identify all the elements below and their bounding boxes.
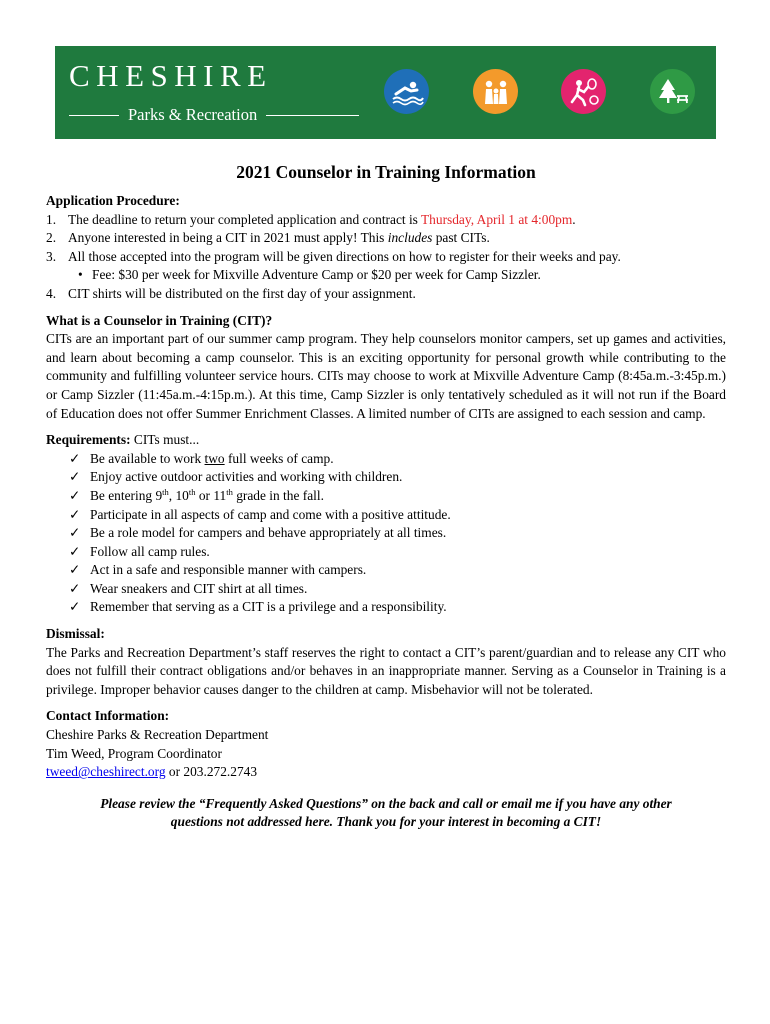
closing-note (46, 795, 726, 832)
page-title: 2021 Counselor in Training Information (236, 162, 536, 182)
closing-line-1: Please review the “Frequently Asked Questions” on the back and call or email me if you have any other (100, 795, 672, 811)
contact-person: Tim Weed, Program Coordinator (46, 745, 222, 761)
list-item (46, 561, 726, 580)
list-item (46, 468, 726, 487)
requirements-heading: Requirements: (46, 432, 131, 448)
item-text: Be a role model for campers and behave appropriately at all times. (90, 525, 447, 541)
subtitle-rule-right (266, 115, 359, 116)
list-item (46, 211, 726, 230)
item-text-before: Anyone interested in being a CIT in 2021 must apply! This (68, 230, 388, 246)
checkmark-icon: ✓ (69, 469, 81, 485)
checkmark-icon: ✓ (69, 562, 81, 578)
sports-icon (561, 69, 606, 114)
ordinal-suffix: th (188, 486, 196, 497)
ordinal-suffix: th (226, 486, 233, 497)
list-item (46, 524, 726, 543)
dismissal-heading: Dismissal: (46, 626, 105, 642)
contact-heading: Contact Information: (46, 708, 170, 724)
item-text (68, 229, 490, 248)
item-text-before: Be available to work (90, 450, 205, 466)
item-text (90, 487, 324, 506)
family-icon (473, 69, 518, 114)
checkmark-icon: ✓ (69, 599, 81, 615)
grade-text-a: Be entering 9 (90, 487, 163, 503)
grade-text-b: , 10 (168, 487, 189, 503)
email-link[interactable]: tweed@cheshirect.org (46, 764, 166, 780)
item-text: All those accepted into the program will be given directions on how to register for their weeks and pay. (68, 248, 621, 264)
item-number: 3. (46, 248, 57, 264)
item-text (90, 450, 334, 469)
list-item (46, 285, 726, 304)
fee-text: Fee: $30 per week for Mixville Adventure Camp or $20 per week for Camp Sizzler. (92, 267, 541, 283)
list-item (46, 248, 726, 267)
contact-phone: or 203.272.2743 (165, 764, 258, 780)
item-text-before: The deadline to return your completed application and contract is (68, 211, 421, 227)
swimmer-icon (384, 69, 429, 114)
deadline-highlight: Thursday, April 1 at 4:00pm (421, 211, 573, 227)
item-text: Follow all camp rules. (90, 543, 210, 559)
bullet-dot: • (78, 267, 83, 283)
document-body (46, 160, 726, 832)
closing-line-2: questions not addressed here. Thank you for your interest in becoming a CIT! (170, 814, 602, 830)
item-text (68, 211, 576, 230)
list-item (46, 229, 726, 248)
underlined-two: two (204, 450, 225, 466)
list-item (46, 598, 726, 617)
checkmark-icon: ✓ (69, 543, 81, 559)
item-text-after: past CITs. (432, 230, 490, 246)
banner-title: CHESHIRE (69, 58, 273, 93)
application-list (46, 211, 726, 304)
dismissal-body: The Parks and Recreation Department’s staff reserves the right to contact a CIT’s parent/guardian and to release any CIT who does not fulfill their contract obligations and/or behaves in an inappropriate manner. Serving as a Counselor in Training is a privilege. Improper behavior causes danger to the children at camp. Misbehavior will not be tolerated. (46, 644, 726, 697)
fee-bullet-item (46, 266, 726, 285)
list-item (46, 506, 726, 525)
item-number: 2. (46, 230, 57, 246)
grade-text-d: grade in the fall. (232, 487, 324, 503)
banner-subtitle (69, 104, 359, 126)
what-is-cit-heading: What is a Counselor in Training (CIT)? (46, 312, 273, 328)
item-text-after: . (572, 211, 576, 227)
banner-subtitle-text: Parks & Recreation (128, 105, 258, 124)
checkmark-icon: ✓ (69, 525, 81, 541)
list-item (46, 543, 726, 562)
header-banner (55, 46, 716, 139)
checkmark-icon: ✓ (69, 487, 81, 503)
item-text: Wear sneakers and CIT shirt at all times. (90, 580, 308, 596)
requirements-intro: CITs must... (130, 432, 200, 448)
includes-emphasis: includes (387, 230, 433, 246)
checkmark-icon: ✓ (69, 580, 81, 596)
grade-text-c: or 11 (195, 487, 227, 503)
checkmark-icon: ✓ (69, 506, 81, 522)
item-number: 1. (46, 211, 57, 227)
item-text-after: full weeks of camp. (224, 450, 334, 466)
list-item (46, 487, 726, 506)
tree-icon (650, 69, 695, 114)
ordinal-suffix: th (162, 486, 169, 497)
list-item (46, 450, 726, 469)
application-heading: Application Procedure: (46, 193, 180, 208)
subtitle-rule-left (69, 115, 119, 116)
list-item (46, 580, 726, 599)
item-text: CIT shirts will be distributed on the first day of your assignment. (68, 285, 416, 301)
requirements-heading-line (46, 431, 726, 450)
item-text: Enjoy active outdoor activities and working with children. (90, 469, 403, 485)
requirements-list (46, 450, 726, 617)
item-text: Remember that serving as a CIT is a privilege and a responsibility. (90, 599, 447, 615)
what-is-cit-body: CITs are an important part of our summer camp program. They help counselors monitor campers, set up games and activities, and learn about becoming a camp counselor. This is an exciting opportunity for personal growth while contributing to the community and fulfilling volunteer service hours. CITs may choose to work at Mixville Adventure Camp (8:45a.m.-3:45p.m.) or Camp Sizzler (11:45a.m.-4:15p.m.). At this time, Camp Sizzler is only tentatively scheduled as it will not run if the Board of Education does not offer Summer Enrichment Classes. A limited number of CITs are assigned to each session and camp. (46, 331, 726, 421)
contact-department: Cheshire Parks & Recreation Department (46, 727, 269, 743)
item-text: Act in a safe and responsible manner with campers. (90, 562, 367, 578)
checkmark-icon: ✓ (69, 450, 81, 466)
item-text: Participate in all aspects of camp and come with a positive attitude. (90, 506, 451, 522)
item-number: 4. (46, 285, 57, 301)
contact-email-line (46, 763, 726, 782)
